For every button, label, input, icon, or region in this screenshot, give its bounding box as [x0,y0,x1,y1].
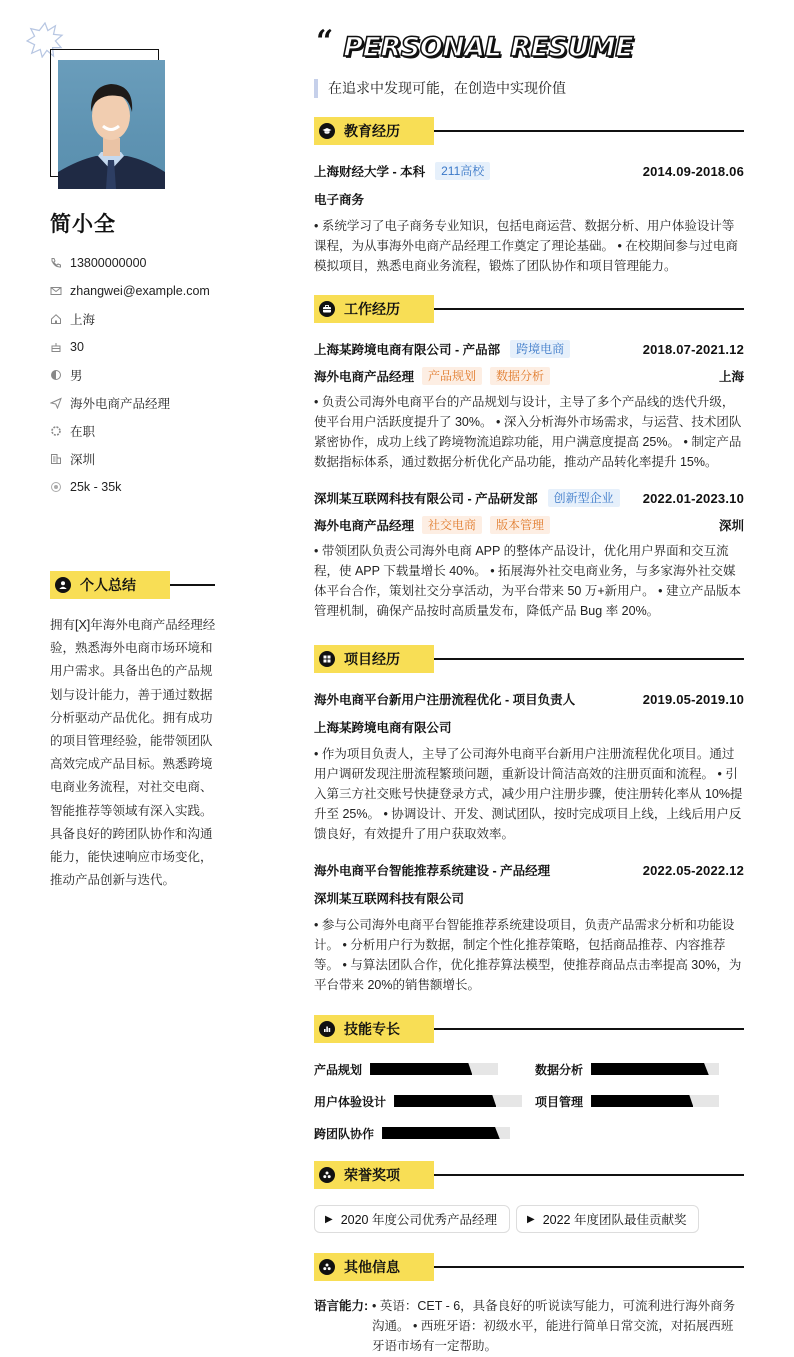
skill-name: 用户体验设计 [314,1094,387,1109]
work-section-header [314,295,744,323]
skill-bar [370,1063,498,1075]
skills-title: 技能专长 [344,1021,400,1037]
work-date: 2022.01-2023.10 [642,490,744,506]
language-label: 语言能力: [314,1299,369,1313]
skill-name: 跨团队协作 [314,1126,375,1141]
info-age [50,333,210,361]
salary-value: 25k - 35k [70,480,122,494]
school-tag: 211高校 [435,162,490,180]
summary-title-badge [50,571,170,599]
job-role: 海外电商产品经理 [314,519,415,533]
sidebar [0,0,290,1357]
education-entry [314,162,744,276]
section-divider [434,1028,744,1030]
bar-chart-icon [319,1021,335,1037]
skills-section-header [314,1015,744,1043]
education-title-badge [314,117,434,145]
education-section [314,117,744,276]
work-title-badge [314,295,434,323]
slogan: 在追求中发现可能，在创造中实现价值 [314,79,566,98]
resume-title-text: PERSONAL RESUME [343,32,634,63]
info-cluster-icon [319,1259,335,1275]
work-date: 2018.07-2021.12 [642,341,744,357]
role-tag: 产品规划 [422,367,482,385]
location-value: 上海 [70,313,96,327]
age-value: 30 [70,340,84,354]
work-city: 上海 [718,370,744,384]
skill-item [535,1092,744,1110]
contact-info-list [50,249,210,501]
company-tag: 跨境电商 [510,340,570,358]
award-label: 2022 年度团队最佳贡献奖 [542,1213,687,1227]
education-date: 2014.09-2018.06 [642,163,744,179]
job-target-value: 海外电商产品经理 [70,397,171,411]
school-name: 上海财经大学 - 本科 [314,165,426,179]
triangle-right-icon: ▶ [325,1213,333,1225]
mail-icon [50,285,62,297]
section-divider [170,584,215,586]
skill-bar-fill [382,1127,500,1139]
role-tag: 版本管理 [490,516,550,534]
skill-item [314,1124,535,1142]
info-gender [50,361,210,389]
cake-icon [50,341,62,353]
award-icon [319,1167,335,1183]
project-desc: • 参与公司海外电商平台智能推荐系统建设项目，负责产品需求分析和功能设计。 • 分析用户行为数据，制定个性化推荐策略，包括商品推荐、内容推荐等。 • 与算法团队合作，优化推荐算法模型，使推荐商品点击率提高 30%，为平台带来 20%的销售额增长。 [314,918,742,992]
skill-name: 产品规划 [314,1062,363,1077]
project-company: 深圳某互联网科技有限公司 [314,892,465,906]
skill-bar [591,1063,719,1075]
project-company: 上海某跨境电商有限公司 [314,721,452,735]
projects-title-badge [314,645,434,673]
projects-section [314,645,744,995]
language-row [314,1296,744,1356]
info-job-target [50,389,210,417]
email-value: zhangwei@example.com [70,284,210,298]
project-name: 海外电商平台智能推荐系统建设 - 产品经理 [314,864,551,878]
user-icon [55,577,71,593]
company-name: 深圳某互联网科技有限公司 - 产品研发部 [314,492,538,506]
phone-icon [50,257,62,269]
work-entry [314,340,744,472]
company-name: 上海某跨境电商有限公司 - 产品部 [314,343,501,357]
section-divider [434,308,744,310]
awards-section [314,1161,744,1233]
summary-section-header [50,571,215,599]
education-section-header [314,117,744,145]
project-date: 2019.05-2019.10 [642,691,744,707]
awards-list [314,1205,744,1233]
gender-value: 男 [70,369,83,383]
award-label: 2020 年度公司优秀产品经理 [340,1213,497,1227]
section-divider [434,1174,744,1176]
send-icon [50,397,62,409]
other-title-badge [314,1253,434,1281]
info-phone [50,249,210,277]
skill-item [535,1060,744,1078]
role-tag: 数据分析 [490,367,550,385]
skill-bar [382,1127,510,1139]
work-city-value: 深圳 [70,453,96,467]
projects-title: 项目经历 [344,651,400,667]
status-value: 在职 [70,425,96,439]
project-name: 海外电商平台新用户注册流程优化 - 项目负责人 [314,693,576,707]
work-entry [314,489,744,621]
profile-name: 简小全 [50,213,116,236]
role-tag: 社交电商 [422,516,482,534]
skills-grid [314,1060,744,1142]
building-icon [50,453,62,465]
grid-icon [319,651,335,667]
info-location [50,305,210,333]
salary-icon [50,481,62,493]
other-section [314,1253,744,1356]
skill-name: 项目管理 [535,1094,584,1109]
major: 电子商务 [314,193,365,207]
project-desc: • 作为项目负责人，主导了公司海外电商平台新用户注册流程优化项目。通过用户调研发现注册流程繁琐问题，重新设计简洁高效的注册页面和流程。 • 引入第三方社交账号快捷登录方式，减少用户注册步骤，使注册转化率从 10%提升至 25%。 • 协调设计、开发、测试团队，按时完成项目上线，上线后用户反馈良好，有效提升了用户获取效率。 [314,747,743,841]
skill-item [314,1092,535,1110]
section-divider [434,130,744,132]
summary-text: 拥有[X]年海外电商产品经理经验，熟悉海外电商市场环境和用户需求。具备出色的产品规划与设计能力，善于通过数据分析驱动产品优化。拥有成功的项目管理经验，能带领团队高效完成产品目标。熟悉跨境电商业务流程，对社交电商、智能推荐等领域有深入实践。具备良好的跨团队协作和沟通能力，能快速响应市场变化，推动产品创新与迭代。 [50,618,216,888]
avatar [58,60,165,189]
other-title: 其他信息 [344,1259,400,1275]
skills-section [314,1015,744,1142]
skill-item [314,1060,535,1078]
company-tag: 创新型企业 [548,489,620,507]
triangle-right-icon: ▶ [526,1213,535,1225]
work-city: 深圳 [718,519,744,533]
quote-mark-icon: “ [316,24,334,59]
work-desc: • 带领团队负责公司海外电商 APP 的整体产品设计，优化用户界面和交互流程，使 APP 下载量增长 40%。 • 拓展海外社交电商业务，与多家海外社交媒体平台合作，策划社交分享活动，为平台带来 50 万+新用户。 • 建立产品版本管理机制，确保产品按时高质量发布，降低产品 Bug 率 20%。 [314,544,741,618]
section-divider [434,1266,744,1268]
project-entry [314,861,744,995]
phone-value: 13800000000 [70,256,147,270]
skill-bar-fill [591,1095,693,1107]
job-role: 海外电商产品经理 [314,370,415,384]
awards-section-header [314,1161,744,1189]
work-title: 工作经历 [344,301,400,317]
other-section-header [314,1253,744,1281]
info-work-city [50,445,210,473]
section-divider [434,658,744,660]
award-item [516,1205,699,1233]
skills-title-badge [314,1015,434,1043]
projects-section-header [314,645,744,673]
awards-title-badge [314,1161,434,1189]
awards-title: 荣誉奖项 [344,1167,400,1183]
info-status [50,417,210,445]
gender-icon [50,369,62,381]
language-text: • 英语：CET - 6，具备良好的听说读写能力，可流利进行海外商务沟通。 • 西班牙语：初级水平，能进行简单日常交流，对拓展西班牙语市场有一定帮助。 [372,1299,736,1353]
info-salary [50,473,210,501]
status-icon [50,425,62,437]
skill-bar-fill [591,1063,709,1075]
work-section [314,295,744,621]
education-title: 教育经历 [344,123,400,139]
skill-bar-fill [394,1095,496,1107]
award-item [314,1205,510,1233]
graduation-cap-icon [319,123,335,139]
resume-title [316,24,634,70]
project-date: 2022.05-2022.12 [642,862,744,878]
home-icon [50,313,62,325]
summary-title: 个人总结 [80,577,136,593]
skill-name: 数据分析 [535,1062,584,1077]
info-email [50,277,210,305]
education-desc: • 系统学习了电子商务专业知识，包括电商运营、数据分析、用户体验设计等课程，为从事海外电商产品经理工作奠定了理论基础。 • 在校期间参与过电商模拟项目，熟悉电商业务流程，锻炼了团队协作和项目管理能力。 [314,219,738,273]
project-entry [314,690,744,844]
briefcase-icon [319,301,335,317]
skill-bar-fill [370,1063,472,1075]
skill-bar [394,1095,522,1107]
skill-bar [591,1095,719,1107]
work-desc: • 负责公司海外电商平台的产品规划与设计，主导了多个产品线的迭代升级，使平台用户活跃度提升了 30%。 • 深入分析海外市场需求，与运营、技术团队紧密协作，成功上线了跨境物流追踪功能，用户满意度提高 25%。 • 制定产品数据指标体系，通过数据分析优化产品功能，推动产品转化率提升 15%。 [314,395,742,469]
